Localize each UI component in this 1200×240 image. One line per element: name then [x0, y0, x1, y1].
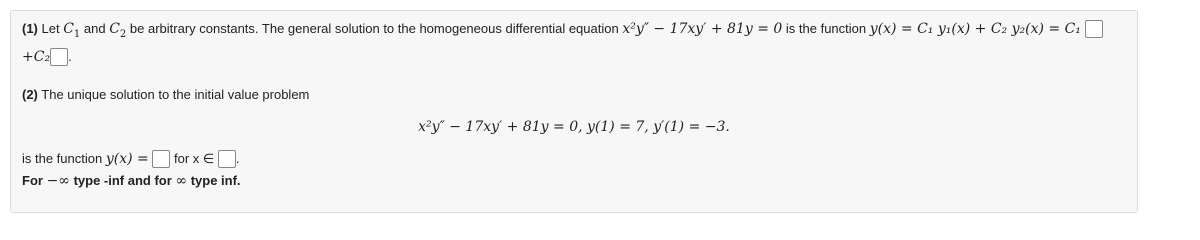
general-solution-form: y(x) = C₁ y₁(x) + C₂ y₂(x) = C₁ — [869, 21, 1081, 37]
differential-equation: x²y″ − 17xy′ + 81y = 0 — [622, 21, 783, 37]
hint-for: For — [22, 173, 47, 188]
ivp-display-equation: x²y″ − 17xy′ + 81y = 0, y(1) = 7, y′(1) = −3. — [418, 119, 730, 135]
part2-title-text: The unique solution to the initial value problem — [37, 87, 310, 102]
part1-line2 — [22, 48, 72, 66]
answer-y2-input[interactable] — [50, 48, 68, 66]
solution-input[interactable] — [152, 150, 170, 168]
part2-period: . — [235, 151, 240, 166]
part1-text-mid: be arbitrary constants. The general solution to the homogeneous differential equation — [126, 21, 623, 36]
hint-end: type inf. — [187, 173, 241, 188]
part1-text-is: is the function — [782, 21, 870, 36]
infinity-symbol: ∞ — [175, 173, 188, 189]
part2-title — [22, 87, 309, 102]
infinity-hint — [22, 173, 241, 189]
part1-line — [22, 20, 1103, 40]
plus-c2-term: +C₂ — [22, 49, 51, 65]
part2-answer-line — [22, 150, 239, 168]
for-x-in-text: for x ∈ — [170, 151, 215, 166]
neg-infinity-symbol: −∞ — [46, 173, 70, 189]
part1-period: . — [68, 49, 72, 64]
hint-mid: type -inf and for — [69, 173, 176, 188]
part2-label: (2) — [22, 87, 38, 102]
question-panel — [10, 10, 1138, 213]
part1-and: and — [80, 21, 110, 36]
c2-symbol: $C_2$ — [109, 21, 127, 40]
part1-text-before: Let — [37, 21, 64, 36]
interval-input[interactable] — [218, 150, 236, 168]
part1-label: (1) — [22, 21, 38, 36]
answer-y1-input[interactable] — [1085, 20, 1103, 38]
is-the-function-text: is the function — [22, 151, 106, 166]
c1-symbol: $C_1$ — [63, 21, 81, 40]
y-of-x: y(x) = — [105, 151, 149, 167]
